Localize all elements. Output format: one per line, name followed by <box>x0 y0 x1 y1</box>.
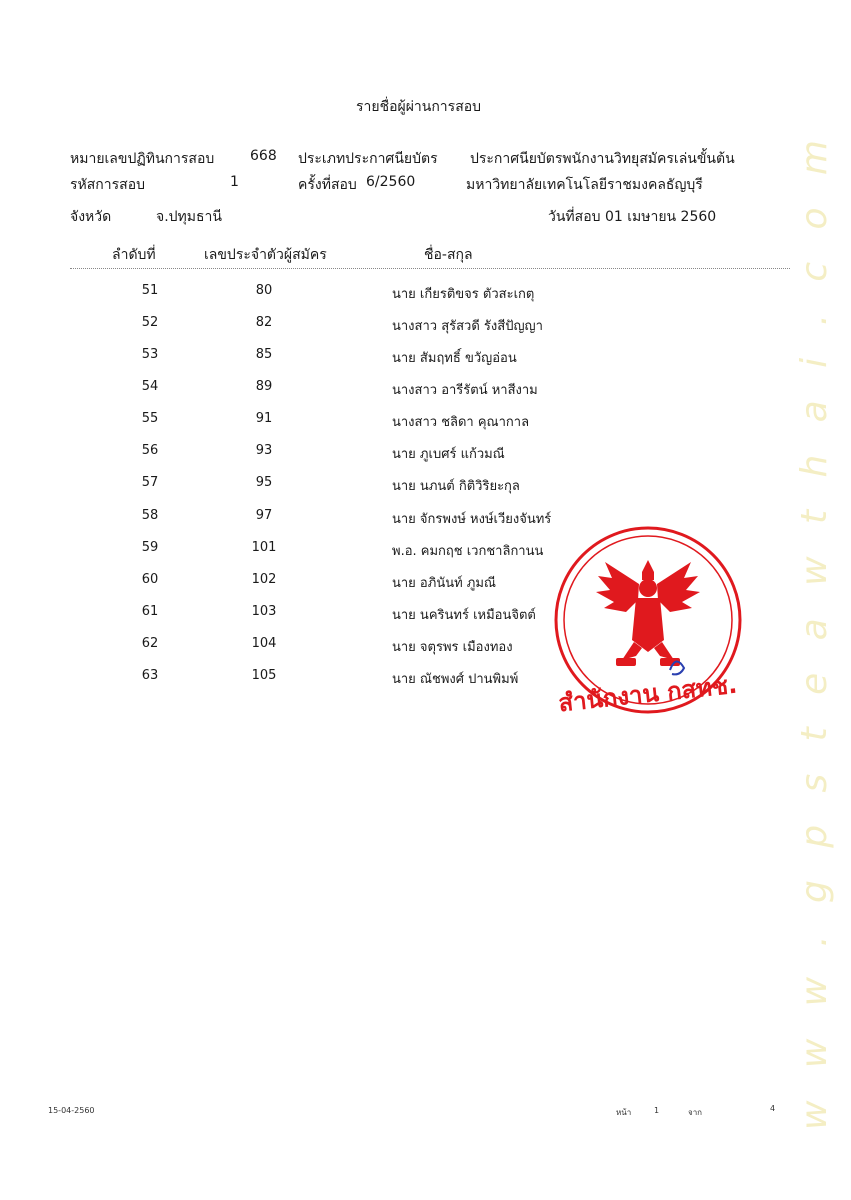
table-row <box>0 347 851 367</box>
candidate-name: นางสาว ชลิดา คุณากาล <box>392 415 530 430</box>
candidate-name: นาย สัมฤทธิ์ ขวัญอ่อน <box>392 351 517 366</box>
applicant-id: 89 <box>255 379 273 394</box>
col-header-no: ลำดับที่ <box>112 247 156 263</box>
print-date: 15-04-2560 <box>48 1106 95 1115</box>
exam-code-value: 1 <box>230 174 239 190</box>
row-number: 59 <box>141 540 159 555</box>
col-header-name: ชื่อ-สกุล <box>424 247 473 263</box>
exam-date: วันที่สอบ 01 เมษายน 2560 <box>548 209 717 225</box>
exam-code-label: รหัสการสอบ <box>70 177 145 193</box>
row-number: 61 <box>141 604 159 619</box>
candidate-name: นาย อภินันท์ ภูมณี <box>392 576 496 591</box>
row-number: 52 <box>141 315 159 330</box>
applicant-id: 97 <box>255 508 273 523</box>
table-row <box>0 315 851 335</box>
applicant-id: 80 <box>255 283 273 298</box>
university-name: มหาวิทยาลัยเทคโนโลยีราชมงคลธัญบุรี <box>466 177 703 193</box>
total-pages: 4 <box>770 1104 776 1113</box>
candidate-name: นาย ณัชพงศ์ ปานพิมพ์ <box>392 672 519 687</box>
row-number: 57 <box>141 475 159 490</box>
row-number: 56 <box>141 443 159 458</box>
exam-round-label: ครั้งที่สอบ <box>298 177 357 193</box>
watermark <box>794 120 846 1140</box>
exam-calendar-label: หมายเลขปฏิทินการสอบ <box>70 151 215 167</box>
applicant-id: 103 <box>251 604 277 619</box>
candidate-name: นาย นครินทร์ เหมือนจิตต์ <box>392 608 536 623</box>
table-row <box>0 283 851 303</box>
cert-type-label: ประเภทประกาศนียบัตร <box>298 151 438 167</box>
row-number: 63 <box>141 668 159 683</box>
applicant-id: 93 <box>255 443 273 458</box>
candidate-name: นาย จตุรพร เมืองทอง <box>392 640 513 655</box>
candidate-name: นาย นภนต์ กิติวิริยะกุล <box>392 479 520 494</box>
applicant-id: 95 <box>255 475 273 490</box>
exam-round-value: 6/2560 <box>366 174 416 190</box>
row-number: 58 <box>141 508 159 523</box>
province-label: จังหวัด <box>70 209 112 225</box>
table-row <box>0 411 851 431</box>
page-number: 1 <box>654 1106 660 1115</box>
row-number: 62 <box>141 636 159 651</box>
col-header-applicant-id: เลขประจำตัวผู้สมัคร <box>204 247 327 263</box>
garuda-emblem-icon <box>596 560 700 666</box>
row-number: 53 <box>141 347 159 362</box>
cert-name: ประกาศนียบัตรพนักงานวิทยุสมัครเล่นขั้นต้น <box>470 151 735 167</box>
candidate-name: นาย จักรพงษ์ หงษ์เวียงจันทร์ <box>392 512 552 527</box>
page-label: หน้า <box>616 1108 632 1117</box>
seal-text: สำนักงาน กสทช. <box>557 670 739 718</box>
table-row <box>0 379 851 399</box>
applicant-id: 105 <box>251 668 277 683</box>
watermark-text: www.gpsteawthai.com <box>794 140 835 1130</box>
applicant-id: 104 <box>251 636 277 651</box>
row-number: 54 <box>141 379 159 394</box>
row-number: 60 <box>141 572 159 587</box>
header-divider <box>70 268 790 269</box>
province-value: จ.ปทุมธานี <box>156 209 222 225</box>
candidate-name: นาย ภูเบศร์ แก้วมณี <box>392 447 505 462</box>
nbtc-seal-stamp <box>550 520 745 720</box>
candidate-name: พ.อ. คมกฤช เวกชาลิกานน <box>392 544 544 559</box>
table-row <box>0 443 851 463</box>
candidate-name: นางสาว อารีรัตน์ หาสีงาม <box>392 383 538 398</box>
table-row <box>0 475 851 495</box>
candidate-name: นางสาว สุรัสวดี รังสีปัญญา <box>392 319 543 334</box>
row-number: 55 <box>141 411 159 426</box>
applicant-id: 101 <box>251 540 277 555</box>
applicant-id: 82 <box>255 315 273 330</box>
applicant-id: 91 <box>255 411 273 426</box>
candidate-name: นาย เกียรติขจร ตัวสะเกตุ <box>392 287 535 302</box>
row-number: 51 <box>141 283 159 298</box>
page-title: รายชื่อผู้ผ่านการสอบ <box>356 99 482 115</box>
applicant-id: 85 <box>255 347 273 362</box>
of-label: จาก <box>688 1108 703 1117</box>
applicant-id: 102 <box>251 572 277 587</box>
exam-calendar-value: 668 <box>250 148 277 164</box>
